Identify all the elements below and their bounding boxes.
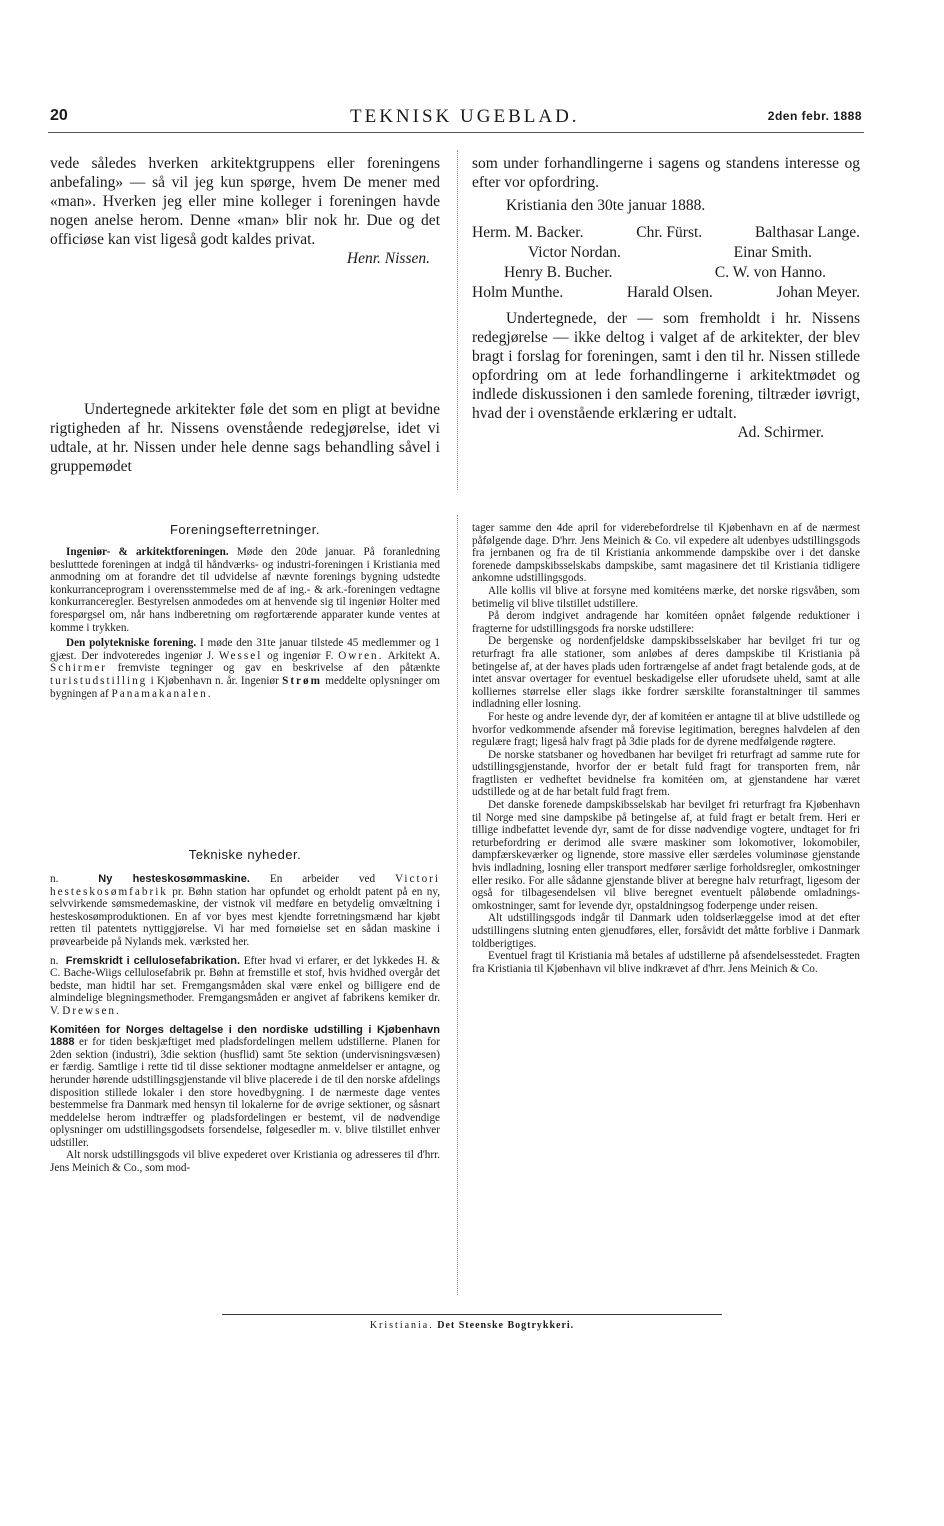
- item-title: Ny hesteskosømmaskine.: [98, 873, 250, 885]
- item-text: pr. Bøhn station har opfundet og erholdt patent på en ny, selvvirkende sømsmedemaskine, der vistnok vil medføre en betydelig omvæltning i hesteskosømproduktionen. En af vor byes mest kjendte forretningsmænd har kjøbt retten til patentets nyttiggjørelse. Vi har med fornøielse set en sådan maskine i prøvearbeide på Nylands mek. værksted her.: [50, 885, 440, 948]
- person-name: Owren.: [338, 649, 384, 662]
- printer-imprint: [0, 1320, 944, 1331]
- news-paragraph: Alt norsk udstillingsgods vil blive expederet over Kristiania og adresseres til d'hrr. Jens Meinich & Co., som mod-: [50, 1149, 440, 1175]
- news-item: [50, 955, 440, 1018]
- item-text: Arkitekt A.: [387, 649, 441, 662]
- signatory-row: [472, 283, 860, 303]
- letter-paragraph: vede således hverken arkitektgruppens eller foreningens anbefaling» — så vil jeg kun spørge, hvem De mener med «man». Hverken jeg eller mine kolleger i foreningen havde nogen anelse herom. Denne «man» blir nok hr. Due og det officiøse kan vist ligeså godt kaldes privat.: [50, 155, 440, 248]
- article-paragraph: Eventuel fragt til Kristiania må betales af udstillerne på afsendelsesstedet. Fragten fra Kristiania til Kjøbenhavn vil blive indkrævet af d'hrr. Jens Meinich & Co.: [472, 950, 860, 975]
- item-title: Den polytekniske forening.: [66, 637, 197, 650]
- masthead: TEKNISK UGEBLAD.: [350, 106, 580, 127]
- right-column-body: [472, 522, 860, 975]
- article-paragraph: Det danske forenede dampskibsselskab har bevilget fri returfragt fra Kjøbenhavn til Norge med sine dampskibe på betingelse af, at fuld fragt er betalt frem. Heri er tillige indbefattet levende dyr, samt de for disse nødvendige vogtere, undtaget for fri returbefordring er derimod alle svære maskiner som lokomotiver, lokomobiler, dampfærskeværker og lignende, store massive eller særdeles voluminøse gjenstande hvis indladning, losning eller transport medfører særlige forholdsregler, omkostninger eller resiko. For alle sådanne gjenstande bliver at beregne halv returfragt, ligesom der også for tilbagesendelsen vil blive beregnet eventuelt påløbende omladnings-omkostninger, samt for levende dyr, opstaldningsog foderpenge under reisen.: [472, 799, 860, 912]
- article-paragraph: Alt udstillingsgods indgår til Danmark uden toldserlæggelse imod at det efter udstillingens slutning enten gjenudføres, eller, forsåvidt det måtte forblive i Danmark toldberigtiges.: [472, 912, 860, 950]
- foreningsefterretninger-body: [50, 546, 440, 700]
- item-text: Møde den 20de januar. På foranledning beslutttede foreningen at indgå til håndværks- og industri-foreningen i Kristiania med anmodning om at forandre det til udvidelse af nævnte forenings bygning udstedte konkurranceprogram i overensstemmelse med de af ing.- & ark.-foreningen vedtagne konkurranceregler. Bestyrelsen anmodedes om at henvende sig til ingeniør Holter med forespørgsel om, når hans indberetning om røgfortærende apparater kunde ventes at komme i trykken.: [50, 546, 441, 634]
- signatory-name: Henry B. Bucher.: [504, 264, 613, 281]
- news-item: [50, 1024, 440, 1150]
- person-name: Schirmer: [50, 662, 108, 675]
- signatory-name: Chr. Fürst.: [636, 224, 703, 241]
- article-paragraph: De bergenske og nordenfjeldske dampskibsselskaber har bevilget fri tur og returfragt fra alle stationer, som anløbes af deres dampskibe til Kristiania på betingelse af, at der haves plads uden fortrængelse af andet fragt betalende gods, at de intet ansvar overtager for eventuel beskadigelse eller uforudsete uheld, samt at alle kolliernes størrelse eller slags ikke fordrer særskilte foranstaltninger til sammes indladning eller losning.: [472, 635, 860, 711]
- item-title: Ingeniør- & arkitektforeningen.: [66, 546, 229, 558]
- issue-date: 2den febr. 1888: [767, 109, 862, 123]
- declaration-paragraph: Undertegnede arkitekter føle det som en pligt at bevidne rigtigheden af hr. Nissens ovenstående redegjørelse, idet vi udtale, at hr. Nissen under hele denne sags behandling såvel i gruppemødet: [50, 401, 440, 475]
- news-item: [50, 873, 440, 949]
- signatory-row: [472, 223, 860, 243]
- signatory-name: Victor Nordan.: [528, 244, 621, 261]
- signatory-name: Johan Meyer.: [776, 284, 860, 301]
- signatory-name: Herm. M. Backer.: [472, 224, 584, 241]
- signatory-name: Holm Munthe.: [472, 284, 564, 301]
- footer-rule: [222, 1314, 722, 1315]
- article-paragraph: De norske statsbaner og hovedbanen har bevilget fri returfragt ad samme rute for udstillingsgjenstande, hvorfor der er betalt fuld fragt for transporten frem, når fragtlisten er vedheftet bevidnelse fra komitéen om, at gjenstandene har været udstillede og at de har betalt fuld fragt frem.: [472, 748, 860, 799]
- item-text: er for tiden beskjæftiget med pladsfordelingen mellem udstillerne. Planen for 2den sektion (industri), 3die sektion (husflid) samt 5te sektion (undervisningsvæsen) er færdig. Samtlige i rette tid til disse sektioner modtagne anmeldelser er antagne, og herunder hørende udstillingsgjenstande vil blive placerede i de til den norske afdelings disposition stillede lokaler i den store hovedbygning. I de nærmeste dage ventes bestemmelse fra Danmark med hensyn til lokalerne for de øvrige sektioner, og såsnart meddelelse herom indtræffer og pladsfordelingen er bestemt, vil de nødvendige oplysninger om udstillingsgodsets forsendelse, følgesedler m. v. blive tilstillet enhver udstiller.: [50, 1036, 441, 1149]
- company-name: Victori hesteskosømfabrik: [50, 873, 441, 898]
- emphasis-term: turistudstilling: [50, 674, 148, 687]
- signatory-name: Einar Smith.: [733, 244, 812, 261]
- item-prefix: n.: [50, 954, 59, 967]
- letter-signature: Henr. Nissen.: [346, 250, 430, 267]
- schirmer-statement: Undertegnede, der — som fremholdt i hr. Nissens redegjørelse — ikke deltog i valget af de arkitekter, der blev bragt i forslag for foreningen, samt i den til hr. Nissen stillede opfordring om at lede forhandlingerne i arkitektmødet og indlede diskussionen i den samlede forening, tiltræder iøvrigt, hvad der i ovenstående erklæring er udtalt.: [472, 310, 860, 422]
- item-text: fremviste tegninger og gav en beskrivelse af den påtænkte: [117, 662, 440, 675]
- header-rule: [48, 132, 864, 133]
- item-text: En arbeider ved: [269, 873, 376, 885]
- declaration-left: [50, 400, 440, 476]
- imprint-printer: Det Steenske Bogtrykkeri.: [437, 1320, 575, 1331]
- emphasis-term: Panamakanalen.: [111, 687, 213, 700]
- section-heading-tekniske-nyheder: Tekniske nyheder.: [188, 847, 302, 862]
- imprint-city: Kristiania.: [369, 1320, 434, 1331]
- item-prefix: n.: [50, 873, 59, 885]
- signatory-name: C. W. von Hanno.: [714, 264, 826, 281]
- section-heading-foreningsefterretninger: Foreningsefterretninger.: [169, 522, 321, 537]
- news-item: [50, 637, 440, 700]
- top-right-column: [472, 154, 860, 442]
- item-text: i Kjøbenhavn n. år. Ingeniør: [150, 674, 279, 687]
- item-text: Efter hvad vi erfarer, er det lykkedes H. & C. Bache-Wiigs cellulosefabrik pr. Bøhn at fremstille et stof, hvis hvidhed overgår det bedste, man hidtil har set. Fremgangsmåden skal være enkel og billigere end de almindelige blegningsmethoder. Fremgangsmåden er angivet af fabrikens kemiker dr. V.: [50, 954, 440, 1017]
- page-number: 20: [50, 107, 68, 124]
- person-name: Drewsen.: [62, 1004, 121, 1017]
- signatory-row: [472, 263, 860, 283]
- article-paragraph: tager samme den 4de april for viderebefordrelse til Kjøbenhavn en af de nærmest påfølgende dage. D'hrr. Jens Meinich & Co. vil expedere alt udenbyes udstillingsgods fra jernbanen og fra de til Kristiania ankommende dampskibe over i det danske forenede dampskibsselskabs dampskibe, samt magasinere det til Kristiania tidligere ankomne udstillingsgods.: [472, 522, 860, 585]
- tekniske-nyheder-body: [50, 873, 440, 1175]
- signatory-row: [472, 243, 860, 263]
- article-paragraph: På derom indgivet andragende har komitéen opnået følgende reduktioner i fragterne for udstillingsgods fra norske udstillere:: [472, 610, 860, 635]
- signatory-list: [472, 223, 860, 303]
- declaration-continued: som under forhandlingerne i sagens og standens interesse og efter vor opfordring.: [472, 155, 860, 191]
- column-divider: [457, 515, 458, 1295]
- person-name: Wessel: [218, 649, 263, 662]
- column-divider: [457, 150, 458, 490]
- person-name: Strøm: [282, 674, 322, 687]
- item-text: meddelte oplysninger om bygningen af: [50, 674, 440, 700]
- schirmer-signature: Ad. Schirmer.: [737, 424, 824, 441]
- signatory-name: Balthasar Lange.: [754, 224, 860, 241]
- news-item: [50, 546, 440, 634]
- article-paragraph: Alle kollis vil blive at forsyne med komitéens mærke, det norske rigsvåben, som betimelig vil blive tilstillet udstillere.: [472, 584, 860, 610]
- dateline: Kristiania den 30te januar 1888.: [506, 197, 706, 214]
- item-text: I møde den 31te januar tilstede 45 medlemmer og 1 gjæst. Der indvoteredes ingeniør J.: [50, 637, 440, 662]
- item-title: Fremskridt i cellulosefabrikation.: [65, 954, 240, 967]
- item-title: Komitéen for Norges deltagelse i den nordiske udstilling i Kjøbenhavn 1888: [50, 1023, 440, 1049]
- signatory-name: Harald Olsen.: [626, 284, 713, 301]
- article-paragraph: For heste og andre levende dyr, der af komitéen er antagne til at blive udstillede og hvorfor vedkommende afsender må forevise legitimation, beregnes halvdelen af den regulære fragt; ligeså halv fragt på 3die plads for de dyrene medfølgende røgtere.: [472, 710, 860, 749]
- top-left-column: [50, 154, 440, 268]
- item-text: og ingeniør F.: [267, 649, 334, 662]
